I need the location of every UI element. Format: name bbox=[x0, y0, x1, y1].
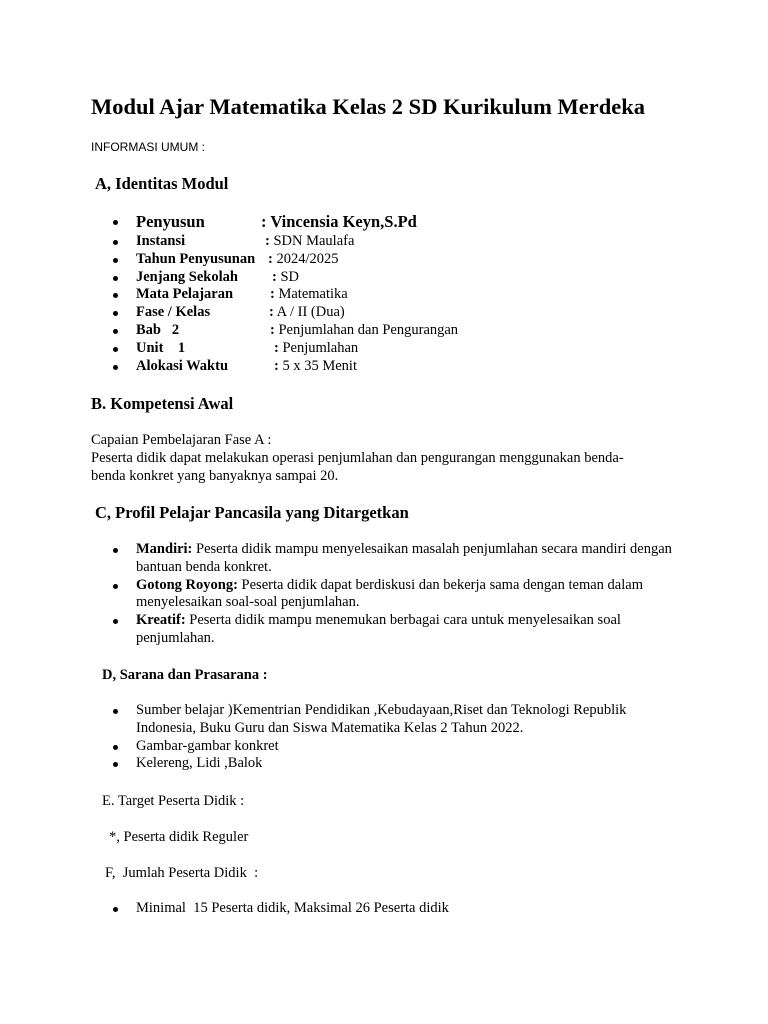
list-item: Kelereng, Lidi ,Balok bbox=[91, 755, 676, 773]
list-item bbox=[91, 541, 676, 577]
list-item: Minimal 15 Peserta didik, Maksimal 26 Peserta didik bbox=[91, 900, 449, 918]
list-item: Bab 2 : Penjumlahan dan Pengurangan bbox=[91, 322, 458, 340]
list-item: Tahun Penyusunan : 2024/2025 bbox=[91, 251, 458, 269]
list-item: Penyusun : Vincensia Keyn,S.Pd bbox=[91, 211, 458, 233]
identitas-value: Penjumlahan dan Pengurangan bbox=[274, 321, 459, 338]
profil-term: Gotong Royong: bbox=[136, 576, 238, 593]
identitas-value: Matematika bbox=[274, 286, 348, 303]
list-item: Jenjang Sekolah : SD bbox=[91, 269, 458, 287]
identitas-label: Bab 2 bbox=[136, 321, 180, 338]
profil-term: Kreatif: bbox=[136, 612, 186, 629]
section-a-heading: A, Identitas Modul bbox=[95, 174, 229, 193]
list-item: Sumber belajar )Kementrian Pendidikan ,Kebudayaan,Riset dan Teknologi Republik Indonesia, Buku Guru dan Siswa Matematika Kelas 2 Tahun 2022. bbox=[91, 702, 676, 738]
section-d-heading: D, Sarana dan Prasarana : bbox=[102, 667, 268, 683]
profil-text: Peserta didik dapat berdiskusi dan bekerja sama dengan teman dalam menyelesaikan soal-soal penjumlahan. bbox=[136, 576, 643, 611]
identitas-value: Penjumlahan bbox=[278, 339, 359, 356]
identitas-label: Fase / Kelas bbox=[136, 304, 211, 321]
identitas-value: Vincensia Keyn,S.Pd bbox=[266, 212, 417, 231]
section-e-heading: E. Target Peserta Didik : bbox=[102, 793, 245, 809]
target-peserta-item: *, Peserta didik Reguler bbox=[109, 829, 249, 845]
identitas-value: SDN Maulafa bbox=[269, 233, 355, 249]
identitas-label: Tahun Penyusunan bbox=[136, 250, 256, 267]
identitas-label: Instansi bbox=[136, 233, 186, 249]
document-title: Modul Ajar Matematika Kelas 2 SD Kurikulum Merdeka bbox=[91, 94, 645, 119]
profil-text: Peserta didik mampu menyelesaikan masalah penjumlahan secara mandiri dengan bantuan benda konkret. bbox=[136, 541, 672, 575]
identitas-label: Jenjang Sekolah bbox=[136, 268, 238, 285]
section-f-heading: F, Jumlah Peserta Didik : bbox=[105, 865, 259, 881]
jumlah-peserta-list bbox=[91, 900, 449, 918]
list-item: Fase / Kelas : A / II (Dua) bbox=[91, 304, 458, 322]
list-item: Gambar-gambar konkret bbox=[91, 738, 676, 756]
list-item bbox=[91, 577, 676, 613]
list-item: Alokasi Waktu : 5 x 35 Menit bbox=[91, 358, 458, 376]
identitas-label: Mata Pelajaran bbox=[136, 286, 234, 303]
profil-term: Mandiri: bbox=[136, 541, 193, 557]
identitas-value: SD bbox=[276, 268, 300, 285]
capaian-text-line: Peserta didik dapat melakukan operasi penjumlahan dan pengurangan menggunakan benda- bbox=[91, 450, 624, 466]
section-b-heading: B. Kompetensi Awal bbox=[91, 394, 234, 413]
profil-pelajar-list bbox=[91, 541, 676, 648]
identitas-value: 5 x 35 Menit bbox=[278, 357, 357, 374]
informasi-umum-label: INFORMASI UMUM : bbox=[91, 140, 205, 154]
identitas-modul-list bbox=[91, 211, 458, 375]
identitas-label: Alokasi Waktu bbox=[136, 357, 229, 374]
identitas-label: Unit 1 bbox=[136, 339, 186, 356]
capaian-text-line: benda konkret yang banyaknya sampai 20. bbox=[91, 468, 339, 484]
section-c-heading: C, Profil Pelajar Pancasila yang Ditargetkan bbox=[95, 503, 409, 522]
list-item: Mata Pelajaran : Matematika bbox=[91, 286, 458, 304]
sarana-prasarana-list bbox=[91, 702, 676, 773]
list-item bbox=[91, 612, 676, 648]
list-item: Instansi : SDN Maulafa bbox=[91, 233, 458, 251]
identitas-value: 2024/2025 bbox=[272, 250, 339, 267]
list-item: Unit 1 : Penjumlahan bbox=[91, 340, 458, 358]
identitas-value: A / II (Dua) bbox=[273, 304, 345, 321]
capaian-label: Capaian Pembelajaran Fase A : bbox=[91, 432, 272, 448]
identitas-label: Penyusun bbox=[136, 212, 205, 231]
profil-text: Peserta didik mampu menemukan berbagai cara untuk menyelesaikan soal penjumlahan. bbox=[136, 612, 621, 646]
